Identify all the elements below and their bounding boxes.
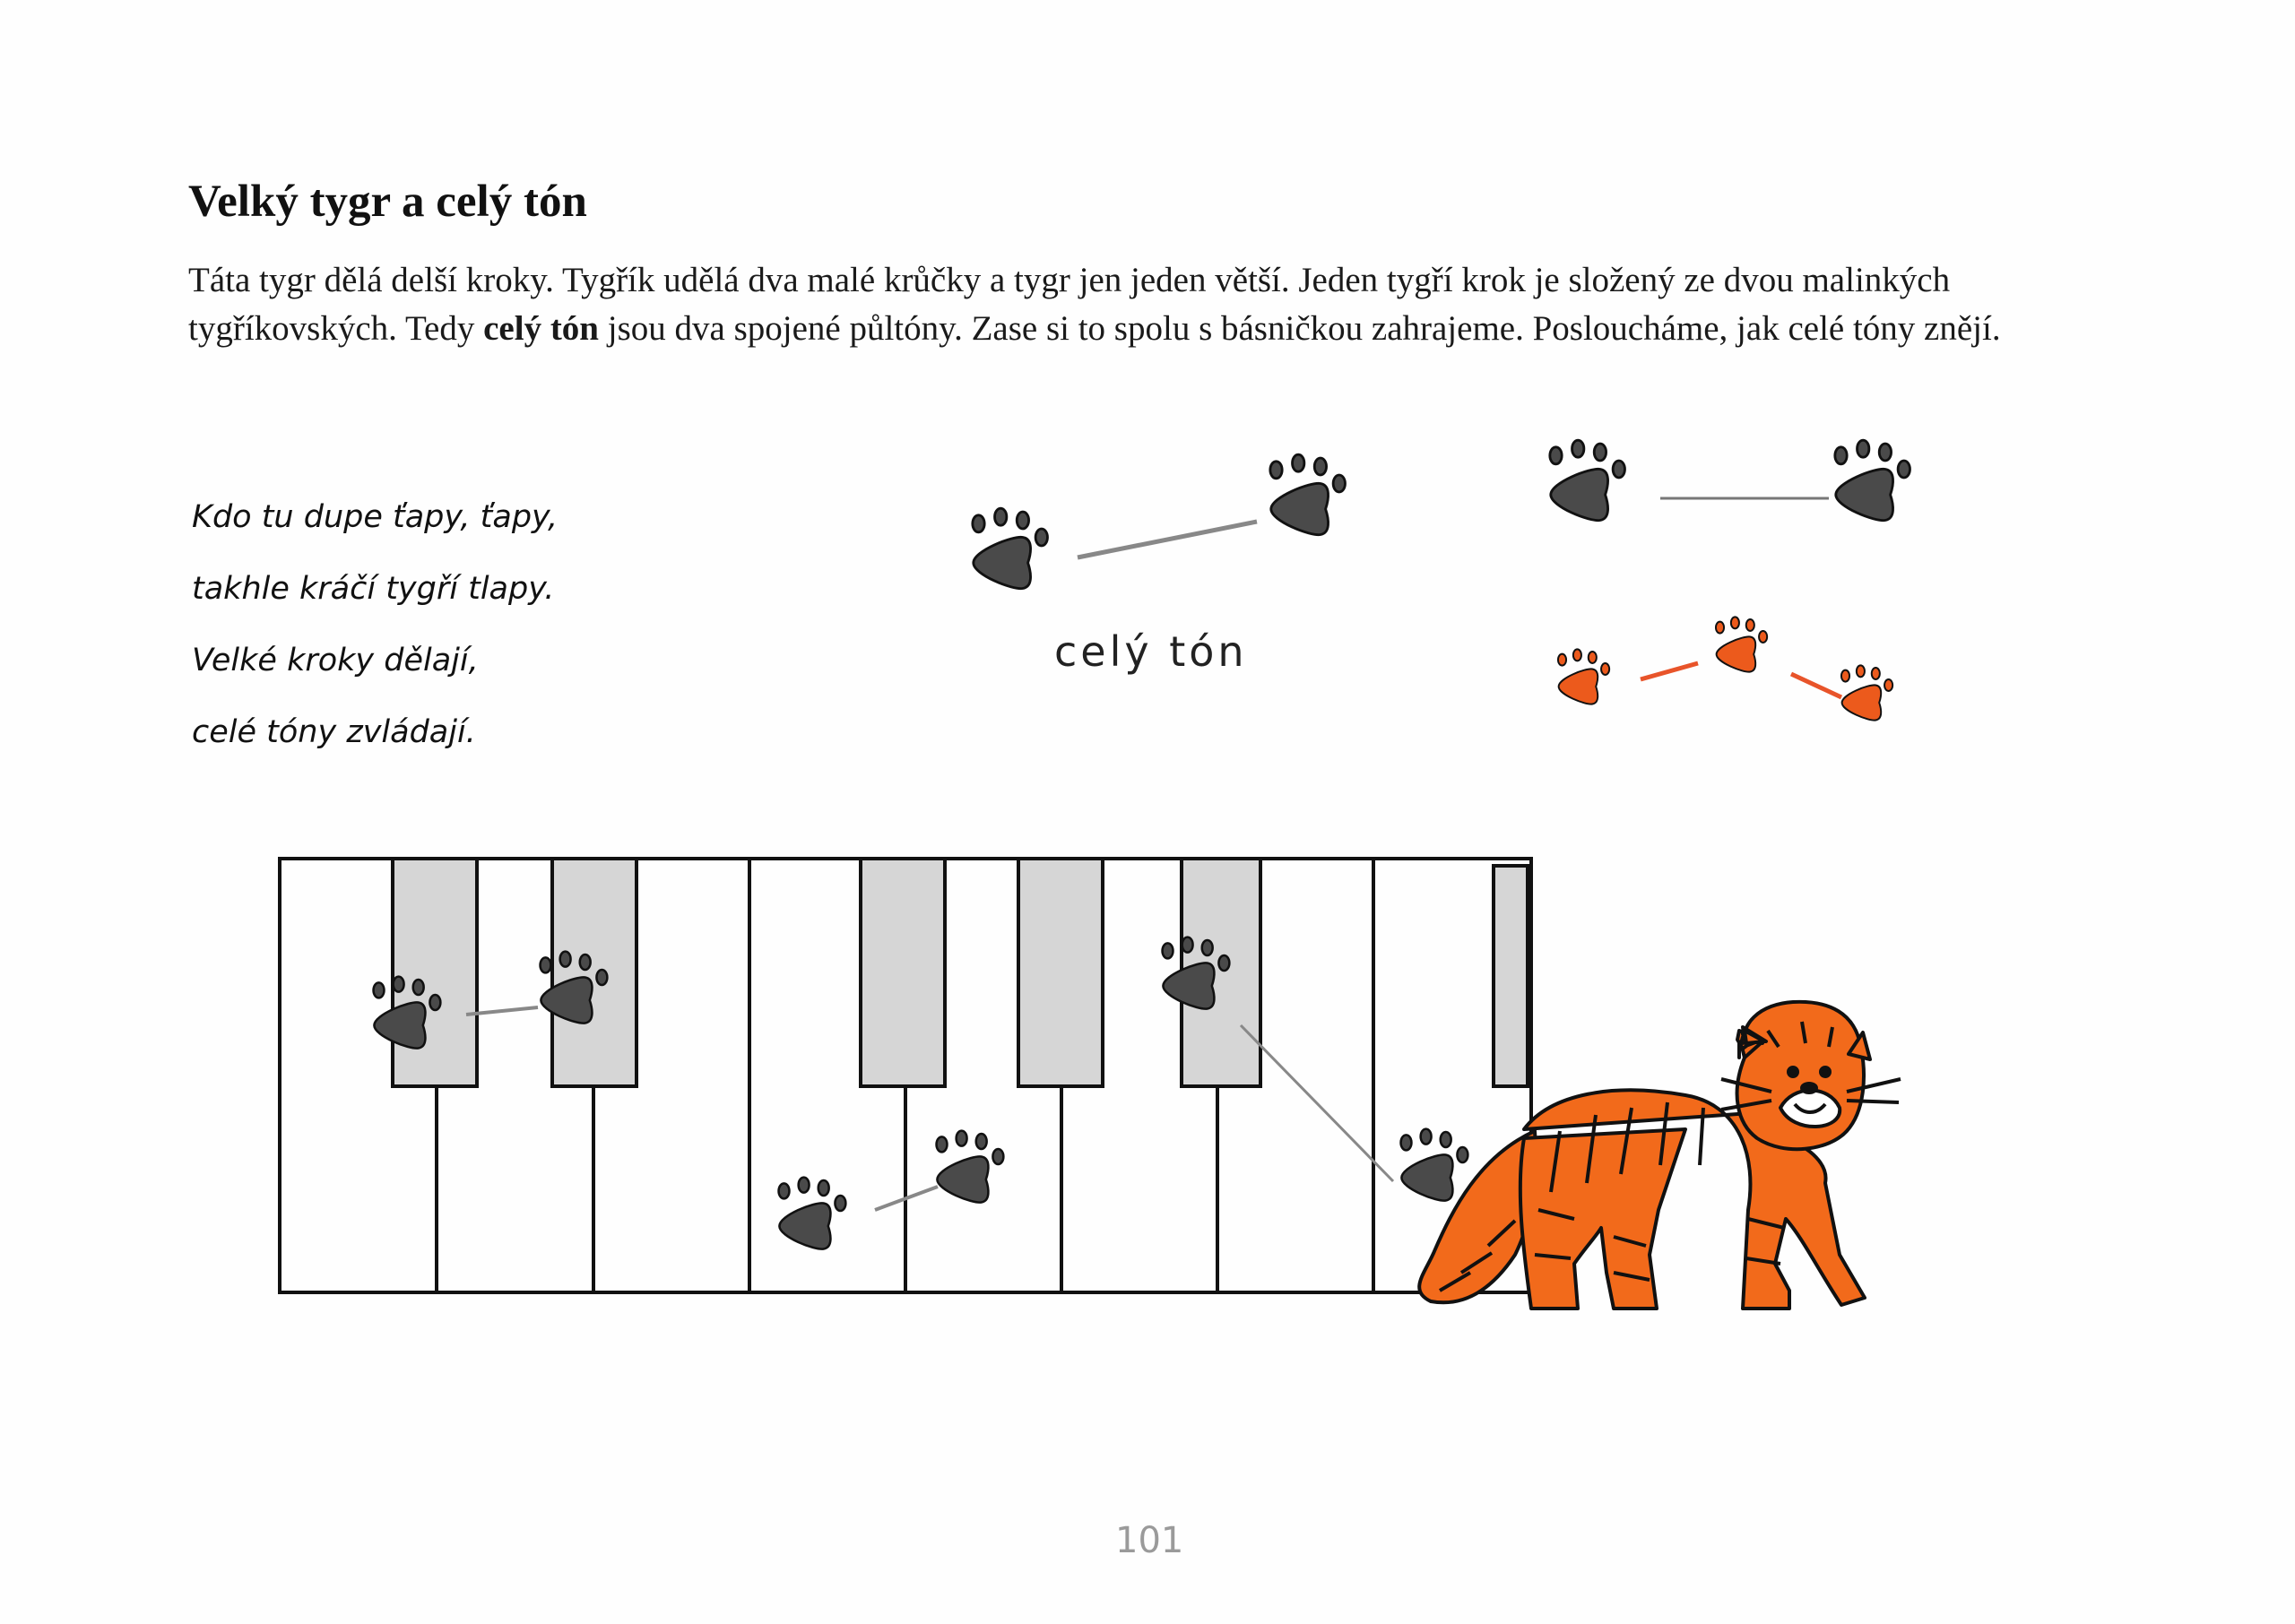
paw-diagram-orange-steps — [1558, 617, 1892, 720]
intro-text-1: Táta tygr dělá delší kroky. Tygřík udělá dva malé krůčky a tygr jen jeden větší. Jeden tygří krok je složený ze dvou malinkých tygříkovských. Tedy — [188, 261, 1951, 348]
poem-line-4: celé tóny zvládají. — [192, 714, 476, 750]
black-key — [1494, 866, 1528, 1086]
black-key — [1018, 859, 1103, 1086]
black-key — [861, 859, 945, 1086]
paw-diagram-whole-tone — [973, 454, 1346, 588]
poem-line-1: Kdo tu dupe ťapy, ťapy, — [192, 499, 559, 535]
black-key — [552, 859, 637, 1086]
page-number: 101 — [1115, 1520, 1184, 1561]
paw-diagram-dark-pair — [1550, 440, 1910, 520]
intro-text-2: jsou dva spojené půltóny. Zase si to spolu s básničkou zahrajeme. Posloucháme, jak celé tóny znějí. — [599, 309, 2001, 348]
paw-print-icon — [1841, 665, 1892, 720]
paw-print-icon — [1270, 454, 1346, 534]
intro-bold-term: celý tón — [483, 309, 599, 348]
paw-print-icon — [1550, 440, 1625, 520]
poem-line-3: Velké kroky dělají, — [192, 643, 479, 678]
paw-print-icon — [973, 508, 1048, 588]
paw-print-icon — [1835, 440, 1910, 520]
paw-print-icon — [1558, 649, 1609, 704]
piano-keyboard — [280, 859, 1531, 1292]
black-key — [393, 859, 477, 1086]
poem-line-2: takhle kráčí tygří tlapy. — [192, 571, 555, 607]
caption-whole-tone: celý tón — [1054, 627, 1248, 676]
paw-print-icon — [1716, 617, 1767, 671]
page-title: Velký tygr a celý tón — [188, 177, 587, 227]
